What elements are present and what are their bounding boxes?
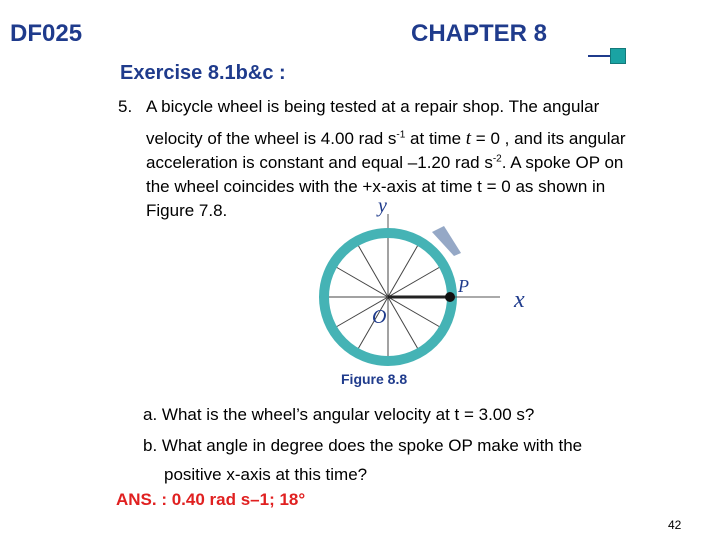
exercise-title: Exercise 8.1b&c : [120, 62, 286, 84]
problem-line-1: A bicycle wheel is being tested at a repair shop. The angular [146, 97, 600, 116]
question-a: a. What is the wheel’s angular velocity at t = 3.00 s? [143, 405, 535, 424]
label-y: y [378, 195, 387, 217]
point-p-marker [445, 292, 455, 302]
figure-caption: Figure 8.8 [341, 371, 408, 387]
problem-number: 5. [118, 97, 133, 116]
question-b-line-2: positive x-axis at this time? [164, 465, 368, 484]
problem-line-3: acceleration is constant and equal –1.20 rad $s^{-2}$. A spoke OP on [146, 153, 624, 172]
label-p: P [458, 276, 469, 296]
course-code: DF025 [10, 20, 83, 47]
page-number: 42 [668, 518, 682, 532]
answer-text: ANS. : 0.40 rad s–1; 18° [116, 490, 306, 509]
problem-line-2: velocity of the wheel is 4.00 rad $s^{-1}$ at time t = 0 , and its angular [146, 128, 626, 149]
question-b-line-1: b. What angle in degree does the spoke OP make with the [143, 436, 583, 455]
problem-line-4: the wheel coincides with the +x-axis at time t = 0 as shown in [146, 177, 606, 196]
chapter-title: CHAPTER 8 [411, 20, 548, 47]
label-o: O [372, 306, 387, 328]
label-x: x [514, 287, 525, 313]
problem-line-5: Figure 7.8. [146, 201, 228, 220]
